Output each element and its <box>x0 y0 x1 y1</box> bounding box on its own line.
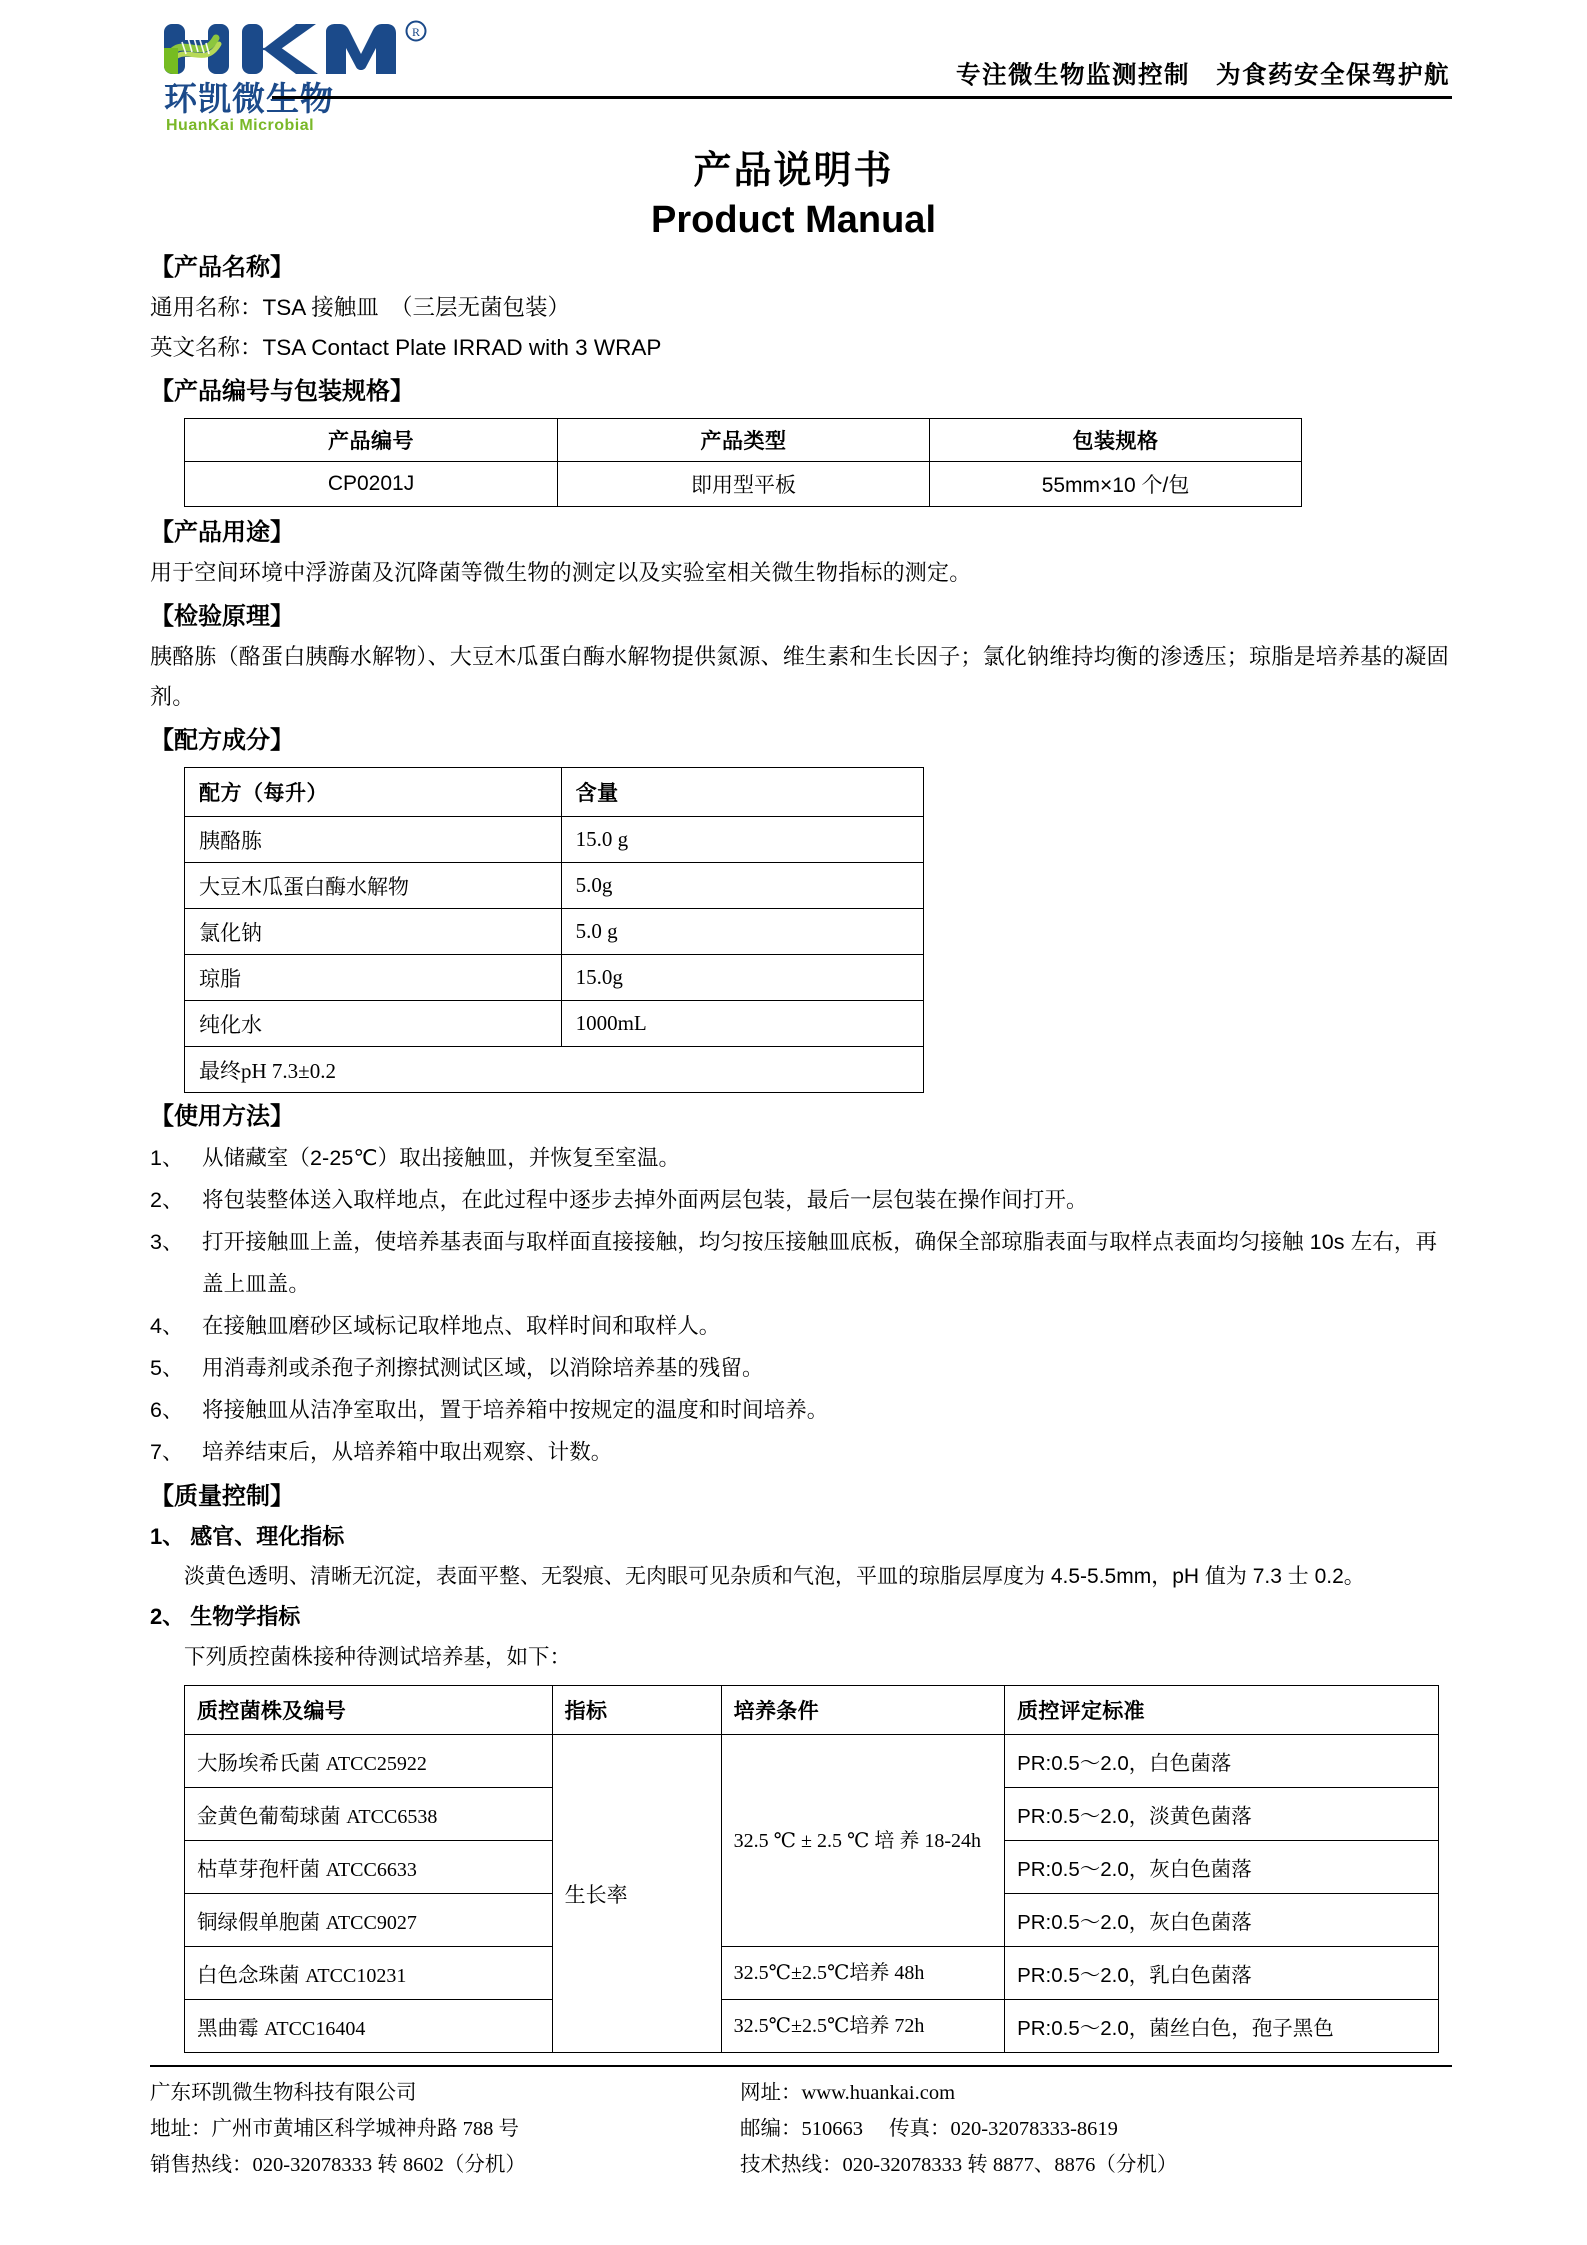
table-row <box>185 817 924 863</box>
col-culture-condition: 培养条件 <box>721 1686 1004 1735</box>
footer-website-label: 网址： <box>740 2082 802 2104</box>
table-header-row <box>185 419 1302 462</box>
strain-name-cn: 白色念珠菌 <box>197 1964 300 1987</box>
cell-criteria: PR:0.5～2.0，乳白色菌落 <box>1005 1947 1439 2000</box>
strain-code: ATCC6538 <box>346 1806 438 1828</box>
cell-condition-group-1: 32.5 ℃ ± 2.5 ℃ 培 养 18-24h <box>721 1735 1004 1947</box>
hkm-logo-icon <box>150 18 432 80</box>
col-formula-amount: 含量 <box>561 768 923 817</box>
table-row <box>185 1001 924 1047</box>
col-criteria: 质控评定标准 <box>1005 1686 1439 1735</box>
cell-ingredient: 纯化水 <box>185 1001 562 1047</box>
cell-amount: 1000mL <box>561 1001 923 1047</box>
english-name-value: TSA Contact Plate IRRAD with 3 WRAP <box>262 335 662 360</box>
footer-address: 地址：广州市黄埔区科学城神舟路 788 号 <box>150 2118 519 2140</box>
footer-postcode-value: 510663 <box>801 2118 863 2140</box>
cell-ingredient: 胰酪胨 <box>185 817 562 863</box>
qc-bio-lead-text: 下列质控菌株接种待测试培养基，如下： <box>184 1645 572 1669</box>
cell-criteria: PR:0.5～2.0，灰白色菌落 <box>1005 1894 1439 1947</box>
cell-criteria: PR:0.5～2.0，灰白色菌落 <box>1005 1841 1439 1894</box>
list-item <box>150 1179 1452 1221</box>
list-item <box>150 1347 1452 1389</box>
page-footer <box>150 2065 1452 2183</box>
step-number: 6、 <box>150 1398 184 1422</box>
list-item <box>150 1137 1452 1179</box>
col-product-type: 产品类型 <box>558 419 930 462</box>
table-row-final-ph <box>185 1047 924 1093</box>
list-item <box>150 1389 1452 1431</box>
cell-amount: 15.0g <box>561 955 923 1001</box>
cell-strain <box>185 1735 553 1788</box>
footer-sales-hotline: 销售热线：020-32078333 转 8602（分机） <box>150 2154 526 2176</box>
footer-website-url[interactable]: www.huankai.com <box>801 2082 956 2104</box>
document-body <box>0 248 1587 2053</box>
final-ph-label: 最终 <box>199 1059 241 1083</box>
cell-strain <box>185 1894 553 1947</box>
table-row <box>185 863 924 909</box>
page-title-cn: 产品说明书 <box>693 150 894 192</box>
purpose-text: 用于空间环境中浮游菌及沉降菌等微生物的测定以及实验室相关微生物指标的测定。 <box>150 560 972 585</box>
section-heading-usage: 【使用方法】 <box>150 1103 294 1130</box>
svg-text:R: R <box>411 25 421 39</box>
cell-ingredient: 琼脂 <box>185 955 562 1001</box>
step-text: 将包装整体送入取样地点，在此过程中逐步去掉外面两层包装，最后一层包装在操作间打开。 <box>202 1188 1088 1212</box>
qc-sensory-text: 淡黄色透明、清晰无沉淀，表面平整、无裂痕、无肉眼可见杂质和气泡，平皿的琼脂层厚度为 4.5-5.5mm，pH 值为 7.3 士 0.2。 <box>184 1565 1365 1588</box>
list-item <box>150 1305 1452 1347</box>
table-row <box>185 2000 1439 2053</box>
step-number: 1、 <box>150 1146 184 1170</box>
english-name-line <box>150 328 1452 368</box>
footer-left-column <box>150 2075 740 2183</box>
step-text: 打开接触皿上盖，使培养基表面与取样面直接接触，均匀按压接触皿底板，确保全部琼脂表面与取样点表面均匀接触 10s 左右，再盖上皿盖。 <box>202 1230 1438 1296</box>
cell-product-code: CP0201J <box>185 462 558 507</box>
strain-name-cn: 枯草芽孢杆菌 <box>197 1858 320 1881</box>
step-text: 将接触皿从洁净室取出，置于培养箱中按规定的温度和时间培养。 <box>202 1398 829 1422</box>
footer-fax-label: 传真： <box>889 2118 951 2140</box>
cell-criteria: PR:0.5～2.0，淡黄色菌落 <box>1005 1788 1439 1841</box>
footer-company: 广东环凯微生物科技有限公司 <box>150 2082 417 2104</box>
qc-sub2-number: 2、 <box>150 1604 185 1629</box>
strain-name-cn: 大肠埃希氏菌 <box>197 1752 320 1775</box>
cell-ingredient: 大豆木瓜蛋白酶水解物 <box>185 863 562 909</box>
final-ph-value: pH 7.3±0.2 <box>241 1058 336 1083</box>
footer-divider <box>150 2065 1452 2067</box>
footer-right-column <box>740 2075 1452 2183</box>
step-text: 在接触皿磨砂区域标记取样地点、取样时间和取样人。 <box>202 1314 721 1338</box>
english-name-label: 英文名称： <box>150 335 263 360</box>
table-header-row <box>185 768 924 817</box>
step-text: 用消毒剂或杀孢子剂擦拭测试区域，以消除培养基的残留。 <box>202 1356 764 1380</box>
strain-name-cn: 铜绿假单胞菌 <box>197 1911 320 1934</box>
section-heading-product-name: 【产品名称】 <box>150 254 294 281</box>
cell-amount: 5.0 g <box>561 909 923 955</box>
step-number: 3、 <box>150 1230 184 1254</box>
qc-sub1-label: 感官、理化指标 <box>190 1524 345 1549</box>
cell-final-ph <box>185 1047 924 1093</box>
list-item <box>150 1221 1452 1305</box>
col-strain: 质控菌株及编号 <box>185 1686 553 1735</box>
header-tagline: 专注微生物监测控制 为食药安全保驾护航 <box>956 62 1450 89</box>
generic-name-value: TSA 接触皿 （三层无菌包装） <box>262 295 571 320</box>
cell-ingredient: 氯化钠 <box>185 909 562 955</box>
biological-indicator-table <box>184 1685 1439 2053</box>
col-product-code: 产品编号 <box>185 419 558 462</box>
usage-steps-list <box>150 1137 1452 1473</box>
cell-criteria: PR:0.5～2.0，菌丝白色，孢子黑色 <box>1005 2000 1439 2053</box>
cell-product-type: 即用型平板 <box>558 462 930 507</box>
header-divider <box>272 96 1452 99</box>
qc-sub1-number: 1、 <box>150 1524 185 1549</box>
cell-condition: 32.5℃±2.5℃培养 48h <box>721 1947 1004 2000</box>
cell-amount: 5.0g <box>561 863 923 909</box>
strain-name-cn: 黑曲霉 <box>197 2017 259 2040</box>
page-header <box>0 0 1587 134</box>
table-row <box>185 1735 1439 1788</box>
cell-strain <box>185 1788 553 1841</box>
step-number: 4、 <box>150 1314 184 1338</box>
cell-growth-rate: 生长率 <box>552 1735 721 2053</box>
footer-tech-hotline: 技术热线：020-32078333 转 8877、8876（分机） <box>740 2154 1178 2176</box>
section-heading-formula: 【配方成分】 <box>150 727 294 754</box>
company-logo <box>150 18 450 135</box>
strain-name-cn: 金黄色葡萄球菌 <box>197 1805 341 1828</box>
strain-code: ATCC6633 <box>325 1859 417 1881</box>
footer-website-line <box>740 2075 1452 2111</box>
section-heading-principle: 【检验原理】 <box>150 603 294 630</box>
footer-fax-value: 020-32078333-8619 <box>950 2118 1118 2140</box>
step-number: 7、 <box>150 1440 184 1464</box>
logo-company-name-cn: 环凯微生物 <box>164 80 334 117</box>
strain-code: ATCC9027 <box>325 1912 417 1934</box>
formula-table <box>184 767 924 1093</box>
cell-condition: 32.5℃±2.5℃培养 72h <box>721 2000 1004 2053</box>
product-code-table <box>184 418 1302 507</box>
cell-package-spec: 55mm×10 个/包 <box>930 462 1302 507</box>
table-header-row <box>185 1686 1439 1735</box>
col-indicator: 指标 <box>552 1686 721 1735</box>
logo-company-name-en: HuanKai Microbial <box>166 117 315 134</box>
cell-strain <box>185 1947 553 2000</box>
cell-strain <box>185 1841 553 1894</box>
footer-postcode-label: 邮编： <box>740 2118 802 2140</box>
strain-code: ATCC16404 <box>264 2018 366 2040</box>
col-formula-name: 配方（每升） <box>185 768 562 817</box>
section-heading-purpose: 【产品用途】 <box>150 519 294 546</box>
strain-code: ATCC25922 <box>325 1753 427 1775</box>
section-heading-quality-control: 【质量控制】 <box>150 1483 294 1510</box>
principle-text: 胰酪胨（酪蛋白胰酶水解物）、大豆木瓜蛋白酶水解物提供氮源、维生素和生长因子；氯化钠维持均衡的渗透压；琼脂是培养基的凝固剂。 <box>150 644 1449 709</box>
table-row <box>185 909 924 955</box>
qc-subsection-1-title <box>150 1517 1452 1557</box>
table-row <box>185 955 924 1001</box>
table-row <box>185 462 1302 507</box>
cell-strain <box>185 2000 553 2053</box>
cell-amount: 15.0 g <box>561 817 923 863</box>
step-text: 培养结束后，从培养箱中取出观察、计数。 <box>202 1440 613 1464</box>
qc-subsection-2-title <box>150 1597 1452 1637</box>
col-package-spec: 包装规格 <box>930 419 1302 462</box>
strain-code: ATCC10231 <box>305 1965 407 1987</box>
list-item <box>150 1431 1452 1473</box>
cell-criteria: PR:0.5～2.0，白色菌落 <box>1005 1735 1439 1788</box>
generic-name-line <box>150 288 1452 328</box>
section-heading-product-code: 【产品编号与包装规格】 <box>150 378 414 405</box>
step-number: 2、 <box>150 1188 184 1212</box>
footer-postcode-fax-line <box>740 2111 1452 2147</box>
step-number: 5、 <box>150 1356 184 1380</box>
table-row <box>185 1947 1439 2000</box>
step-text: 从储藏室（2-25℃）取出接触皿，并恢复至室温。 <box>202 1146 681 1170</box>
header-tagline-area <box>450 18 1452 128</box>
generic-name-label: 通用名称： <box>150 295 263 320</box>
qc-sub2-label: 生物学指标 <box>190 1604 301 1629</box>
footer-content <box>150 2075 1452 2183</box>
page-title-en: Product Manual <box>650 199 937 241</box>
